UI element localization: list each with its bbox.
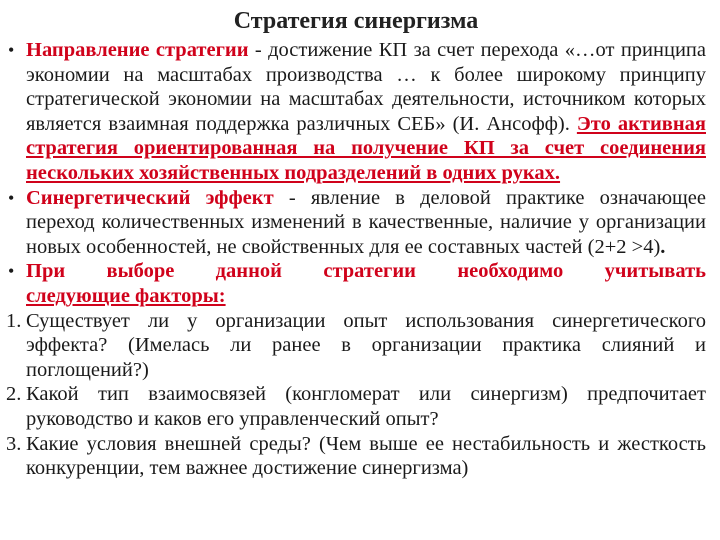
bullet-marker: • [8,187,15,208]
item-text: Существует ли у организации опыт использования синергетического эффекта? (Имелась ли ранее в организации практика слияний и поглощений?) [26,309,706,381]
item-number: 3. [6,432,22,455]
term-synergy-effect: Синергетический эффект [26,186,274,209]
item-number: 2. [6,383,22,406]
factors-lead: При выборе данной стратегии необходимо учитывать [26,260,706,283]
bullet-direction [6,38,706,186]
factors-tail: следующие факторы: [26,284,226,307]
bullet-factors [6,259,706,308]
bullet-marker: • [8,40,15,60]
synergy-effect-end: . [660,235,666,258]
term-direction: Направление стратегии [26,39,249,61]
factor-item-2 [6,382,706,431]
factor-item-3 [6,432,706,481]
item-number: 1. [6,309,22,332]
synergy-effect-text: - явление в деловой практике означающее переход количественных изменений в качественные, наличие у организации новых особенностей, не свойственных для ее составных частей (2+2 >4) [26,186,706,258]
bullet-marker: • [8,261,15,282]
direction-emphasis: Это активная стратегия ориентированная на получение КП за счет соединения нескольких хозяйственных подразделений в одних руках. [26,112,706,184]
factor-item-1 [6,309,706,383]
direction-text: - достижение КП за счет перехода «…от принципа экономии на масштабах производства … к более широкому принципу стратегической экономии на масштабах деятельности, источником которых является взаимная поддержка различных СЕБ» (И. Ансофф). [26,39,706,135]
item-text: Какой тип взаимосвязей (конгломерат или синергизм) предпочитает руководство и каков его управленческий опыт? [26,383,706,430]
slide-title: Стратегия синергизма [233,8,479,34]
bullet-synergy-effect [6,186,706,260]
item-text: Какие условия внешней среды? (Чем выше ее нестабильность и жесткость конкуренции, тем важнее достижение синергизма) [26,432,706,480]
